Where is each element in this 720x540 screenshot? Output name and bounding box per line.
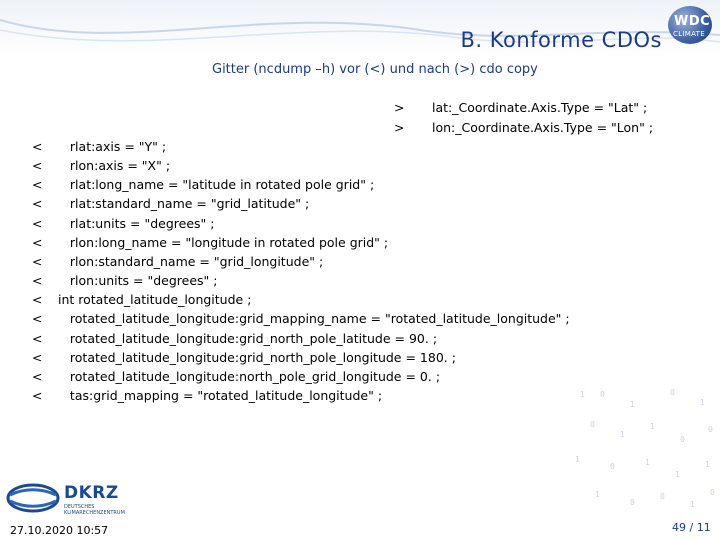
diff-marker: < bbox=[32, 273, 43, 288]
diff-line-before: rlat:standard_name = "grid_latitude" ; bbox=[58, 196, 310, 211]
diff-line-before: int rotated_latitude_longitude ; bbox=[58, 292, 252, 307]
diff-marker: < bbox=[32, 369, 43, 384]
diff-line-after: lon:_Coordinate.Axis.Type = "Lon" ; bbox=[432, 120, 654, 135]
diff-line-before: rlat:axis = "Y" ; bbox=[58, 139, 167, 154]
diff-marker: < bbox=[32, 158, 43, 173]
diff-marker: > bbox=[394, 100, 405, 115]
dkrz-sub-line1: DEUTSCHES bbox=[64, 504, 95, 510]
diff-line-before: rlon:standard_name = "grid_longitude" ; bbox=[58, 254, 324, 269]
dkrz-logo bbox=[6, 478, 130, 518]
slide-title: B. Konforme CDOs bbox=[460, 28, 662, 52]
diff-line-before: rotated_latitude_longitude:grid_mapping_name = "rotated_latitude_longitude" ; bbox=[58, 311, 570, 326]
wdc-climate-logo bbox=[668, 6, 714, 46]
diff-line-before: rotated_latitude_longitude:grid_north_pole_latitude = 90. ; bbox=[58, 331, 438, 346]
diff-marker: < bbox=[32, 196, 43, 211]
wdc-logo-text: WDC bbox=[674, 14, 711, 29]
diff-marker: < bbox=[32, 292, 43, 307]
dkrz-swirl-icon bbox=[6, 478, 60, 518]
diff-marker: < bbox=[32, 235, 43, 250]
diff-line-before: rotated_latitude_longitude:north_pole_grid_longitude = 0. ; bbox=[58, 369, 441, 384]
dkrz-logo-text: DKRZ bbox=[64, 483, 119, 503]
dkrz-logo-subtext bbox=[64, 504, 125, 516]
diff-marker: < bbox=[32, 350, 43, 365]
diff-line-before: rlat:units = "degrees" ; bbox=[58, 216, 215, 231]
dkrz-sub-line2: KLIMARECHENZENTRUM bbox=[64, 510, 125, 516]
diff-line-before: tas:grid_mapping = "rotated_latitude_longitude" ; bbox=[58, 388, 383, 403]
page-number: 49 / 11 bbox=[672, 521, 711, 534]
diff-marker: < bbox=[32, 216, 43, 231]
diff-marker: < bbox=[32, 177, 43, 192]
diff-line-before: rlon:long_name = "longitude in rotated pole grid" ; bbox=[58, 235, 389, 250]
diff-line-before: rotated_latitude_longitude:grid_north_pole_longitude = 180. ; bbox=[58, 350, 456, 365]
diff-marker: > bbox=[394, 120, 405, 135]
footer-date: 27.10.2020 10:57 bbox=[10, 524, 109, 537]
binary-pattern-decoration: 1 0 1 0 1 0 1 1 0 0 1 0 1 1 1 1 0 0 1 0 bbox=[575, 388, 715, 509]
diff-marker: < bbox=[32, 254, 43, 269]
diff-line-after: lat:_Coordinate.Axis.Type = "Lat" ; bbox=[432, 100, 648, 115]
diff-line-before: rlat:long_name = "latitude in rotated pole grid" ; bbox=[58, 177, 375, 192]
diff-marker: < bbox=[32, 139, 43, 154]
diff-marker: < bbox=[32, 311, 43, 326]
diff-marker: < bbox=[32, 331, 43, 346]
diff-line-before: rlon:units = "degrees" ; bbox=[58, 273, 218, 288]
diff-line-before: rlon:axis = "X" ; bbox=[58, 158, 171, 173]
wdc-logo-subtext: CLIMATE bbox=[673, 30, 705, 38]
diff-marker: < bbox=[32, 388, 43, 403]
slide-subtitle: Gitter (ncdump –h) vor (<) und nach (>) cdo copy bbox=[212, 62, 538, 77]
